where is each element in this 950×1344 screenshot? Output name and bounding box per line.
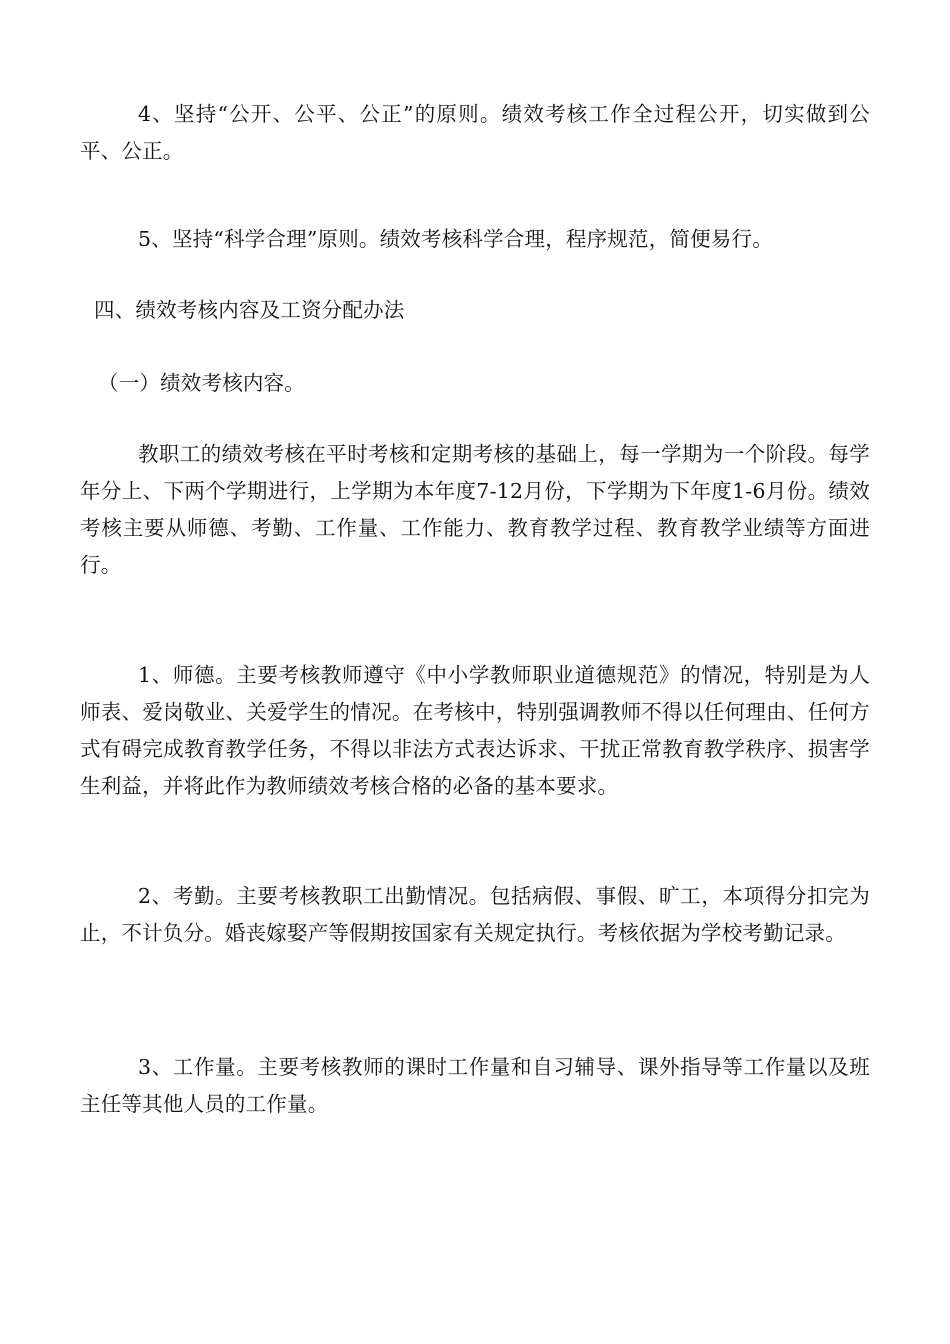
section-heading: 四、绩效考核内容及工资分配办法: [94, 298, 405, 322]
subsection-heading: （一）绩效考核内容。: [98, 371, 305, 395]
paragraph-ethics: 1、师德。主要考核教师遵守《中小学教师职业道德规范》的情况，特别是为人师表、爱岗敬业、关爱学生的情况。在考核中，特别强调教师不得以任何理由、任何方式有碍完成教育教学任务，不得以非法方式表达诉求、干扰正常教育教学秩序、损害学生利益，并将此作为教师绩效考核合格的必备的基本要求。: [80, 663, 870, 798]
paragraph-assessment-overview: 教职工的绩效考核在平时考核和定期考核的基础上，每一学期为一个阶段。每学年分上、下两个学期进行，上学期为本年度7-12月份，下学期为下年度1-6月份。绩效考核主要从师德、考勤、工作量、工作能力、教育教学过程、教育教学业绩等方面进行。: [80, 442, 870, 577]
paragraph-principle-5: 5、坚持“科学合理”原则。绩效考核科学合理，程序规范，简便易行。: [138, 227, 773, 251]
paragraph-workload: 3、工作量。主要考核教师的课时工作量和自习辅导、课外指导等工作量以及班主任等其他人员的工作量。: [80, 1055, 870, 1116]
paragraph-principle-4: 4、坚持“公开、公平、公正”的原则。绩效考核工作全过程公开，切实做到公平、公正。: [80, 102, 870, 163]
paragraph-attendance: 2、考勤。主要考核教职工出勤情况。包括病假、事假、旷工，本项得分扣完为止，不计负分。婚丧嫁娶产等假期按国家有关规定执行。考核依据为学校考勤记录。: [80, 884, 870, 945]
